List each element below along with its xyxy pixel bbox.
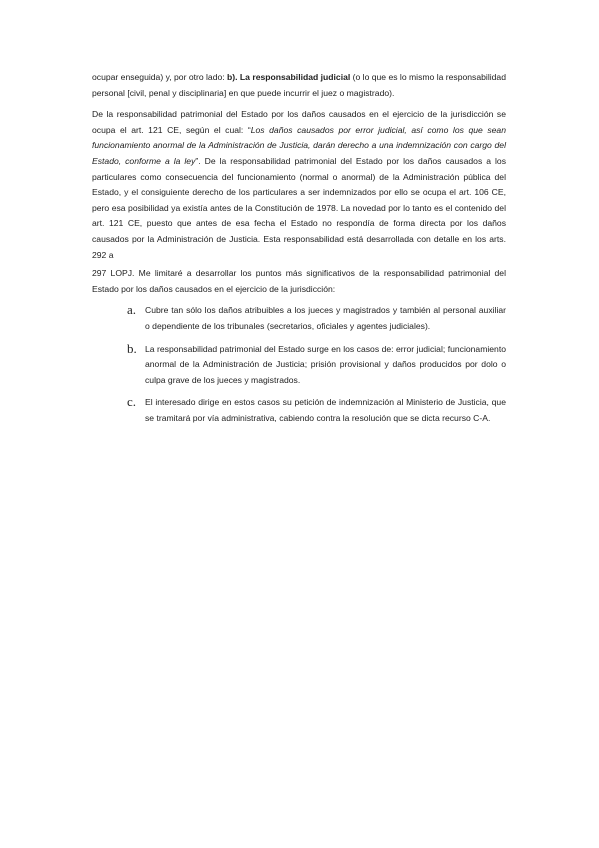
- list-item: [92, 395, 506, 426]
- paragraph-3: 297 LOPJ. Me limitaré a desarrollar los puntos más significativos de la responsabilidad patrimonial del Estado por los daños causados en el ejercicio de la jurisdicción:: [92, 268, 506, 294]
- list-item-text: Cubre tan sólo los daños atribuibles a los jueces y magistrados y también al personal auxiliar o dependiente de los tribunales (secretarios, oficiales y agentes judiciales).: [145, 305, 506, 331]
- list-item-text: El interesado dirige en estos casos su petición de indemnización al Ministerio de Justicia, que se tramitará por vía administrativa, cabiendo contra la resolución que se dicta recurso C-A.: [145, 397, 506, 423]
- list-item: [92, 342, 506, 389]
- paragraph-2-quote: Los daños causados por error judicial, así como los que sean funcionamiento anormal de la Administración de Justicia, darán derecho a una indemnización con cargo del Estado, conforme a la ley: [92, 124, 506, 166]
- list-item: [92, 303, 506, 334]
- list-marker: a.: [127, 302, 137, 318]
- list-marker: c.: [127, 394, 137, 410]
- points-list: [92, 303, 506, 426]
- paragraph-1-text-c: (o lo que es lo mismo la responsabilidad personal [civil, penal y disciplinaria] en que puede incurrir el juez o magistrado).: [92, 72, 506, 98]
- paragraph-1-text-a: ocupar enseguida) y, por otro lado:: [92, 72, 228, 82]
- list-marker: b.: [127, 340, 137, 356]
- paragraph-1-bold-heading: b). La responsabilidad judicial: [227, 72, 351, 82]
- paragraph-1: [92, 70, 506, 101]
- document-body: [92, 70, 506, 433]
- paragraph-2-text-b: ”. De la responsabilidad patrimonial del Estado por los daños causados a los particulares como consecuencia del funcionamiento (normal o anormal) de la Administración pública del Estado, y el consiguiente derecho de los particulares a ser indemnizados por ello se ocupa el art. 106 CE, pero esa posibilidad ya existía antes de la Constitución de 1978. La novedad por lo tanto es el contenido del art. 121 CE, puesto que antes de esa fecha el Estado no respondía de forma directa por los daños causados por la Administración de Justicia. Esta responsabilidad está desarrollada con detalle en los arts. 292 a: [92, 155, 506, 260]
- paragraph-2-text-a: De la responsabilidad patrimonial del Estado por los daños causados en el ejercicio de la jurisdicción se ocupa el art. 121 CE, según el cual: “: [92, 109, 506, 135]
- list-item-text: La responsabilidad patrimonial del Estado surge en los casos de: error judicial; funcionamiento anormal de la Administración de Justicia; prisión provisional y daños producidos por dolo o culpa grave de los jueces y magistrados.: [145, 343, 506, 385]
- paragraph-2: [92, 107, 506, 263]
